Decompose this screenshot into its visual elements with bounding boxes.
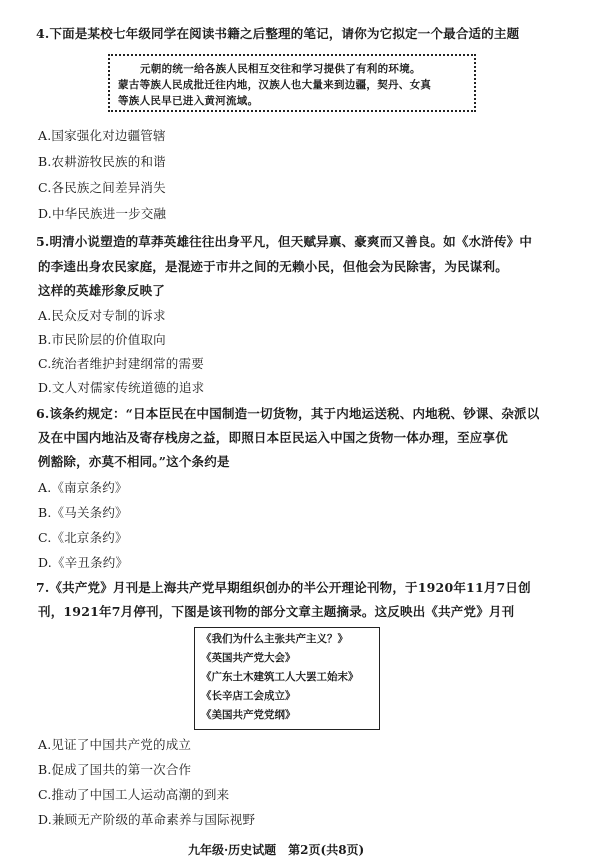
q4-option-d[interactable]: D.中华民族进一步交融 <box>38 206 167 221</box>
q6-option-d[interactable]: D.《辛丑条约》 <box>38 555 129 570</box>
question-5-stem-line-2: 的李逵出身农民家庭，是混迹于市井之间的无赖小民，但他会为民除害，为民谋利。 <box>38 259 508 274</box>
question-6-stem-line-2: 及在中国内地沾及寄存栈房之益，即照日本臣民运入中国之货物一体办理，至应享优 <box>38 430 508 445</box>
page-footer: 九年级·历史试题 第2页(共8页) <box>188 843 365 857</box>
question-5-stem-line-3: 这样的英雄形象反映了 <box>38 283 166 298</box>
q4-option-a[interactable]: A.国家强化对边疆管辖 <box>38 128 166 143</box>
q7-option-d[interactable]: D.兼顾无产阶级的革命素养与国际视野 <box>38 812 256 827</box>
q6-option-a[interactable]: A.《南京条约》 <box>38 480 128 495</box>
question-7-stem-line-1: 7.《共产党》月刊是上海共产党早期组织创办的半公开理论刊物，于1920年11月7日创 <box>36 580 531 595</box>
q5-option-d[interactable]: D.文人对儒家传统道德的追求 <box>38 380 205 395</box>
question-6-stem-line-3: 例豁除，亦莫不相同。”这个条约是 <box>38 454 230 469</box>
q6-option-c[interactable]: C.《北京条约》 <box>38 530 128 545</box>
article-title-4: 《长辛店工会成立》 <box>201 690 296 702</box>
q6-option-b[interactable]: B.《马关条约》 <box>38 505 128 520</box>
question-7-stem-line-2: 刊，1921年7月停刊，下图是该刊物的部分文章主题摘录。这反映出《共产党》月刊 <box>38 604 515 619</box>
q4-option-b[interactable]: B.农耕游牧民族的和谐 <box>38 154 166 169</box>
q7-option-c[interactable]: C.推动了中国工人运动高潮的到来 <box>38 787 230 802</box>
q7-option-b[interactable]: B.促成了国共的第一次合作 <box>38 762 192 777</box>
q5-option-c[interactable]: C.统治者维护封建纲常的需要 <box>38 356 204 371</box>
reading-note-box <box>108 54 476 112</box>
note-line-1: 元朝的统一给各族人民相互交往和学习提供了有利的环境。 <box>140 63 421 75</box>
q5-option-a[interactable]: A.民众反对专制的诉求 <box>38 308 166 323</box>
q5-option-b[interactable]: B.市民阶层的价值取向 <box>38 332 166 347</box>
article-title-1: 《我们为什么主张共产主义？》 <box>201 633 348 645</box>
note-line-2: 蒙古等族人民成批迁往内地，汉族人也大量来到边疆，契丹、女真 <box>118 79 432 91</box>
question-5-stem-line-1: 5.明清小说塑造的草莽英雄往往出身平凡，但天赋异禀、豪爽而又善良。如《水浒传》中 <box>36 234 533 249</box>
article-title-2: 《英国共产党大会》 <box>201 652 296 664</box>
q4-option-c[interactable]: C.各民族之间差异消失 <box>38 180 166 195</box>
question-4-stem: 4.下面是某校七年级同学在阅读书籍之后整理的笔记，请你为它拟定一个最合适的主题 <box>36 26 520 41</box>
article-title-3: 《广东土木建筑工人大罢工始末》 <box>201 671 359 683</box>
q7-option-a[interactable]: A.见证了中国共产党的成立 <box>38 737 192 752</box>
article-title-5: 《美国共产党党纲》 <box>201 709 296 721</box>
note-line-3: 等族人民早已进入黄河流域。 <box>118 95 259 107</box>
question-6-stem-line-1: 6.该条约规定：“日本臣民在中国制造一切货物，其于内地运送税、内地税、钞课、杂派以 <box>36 406 540 421</box>
article-titles-box <box>194 627 380 730</box>
